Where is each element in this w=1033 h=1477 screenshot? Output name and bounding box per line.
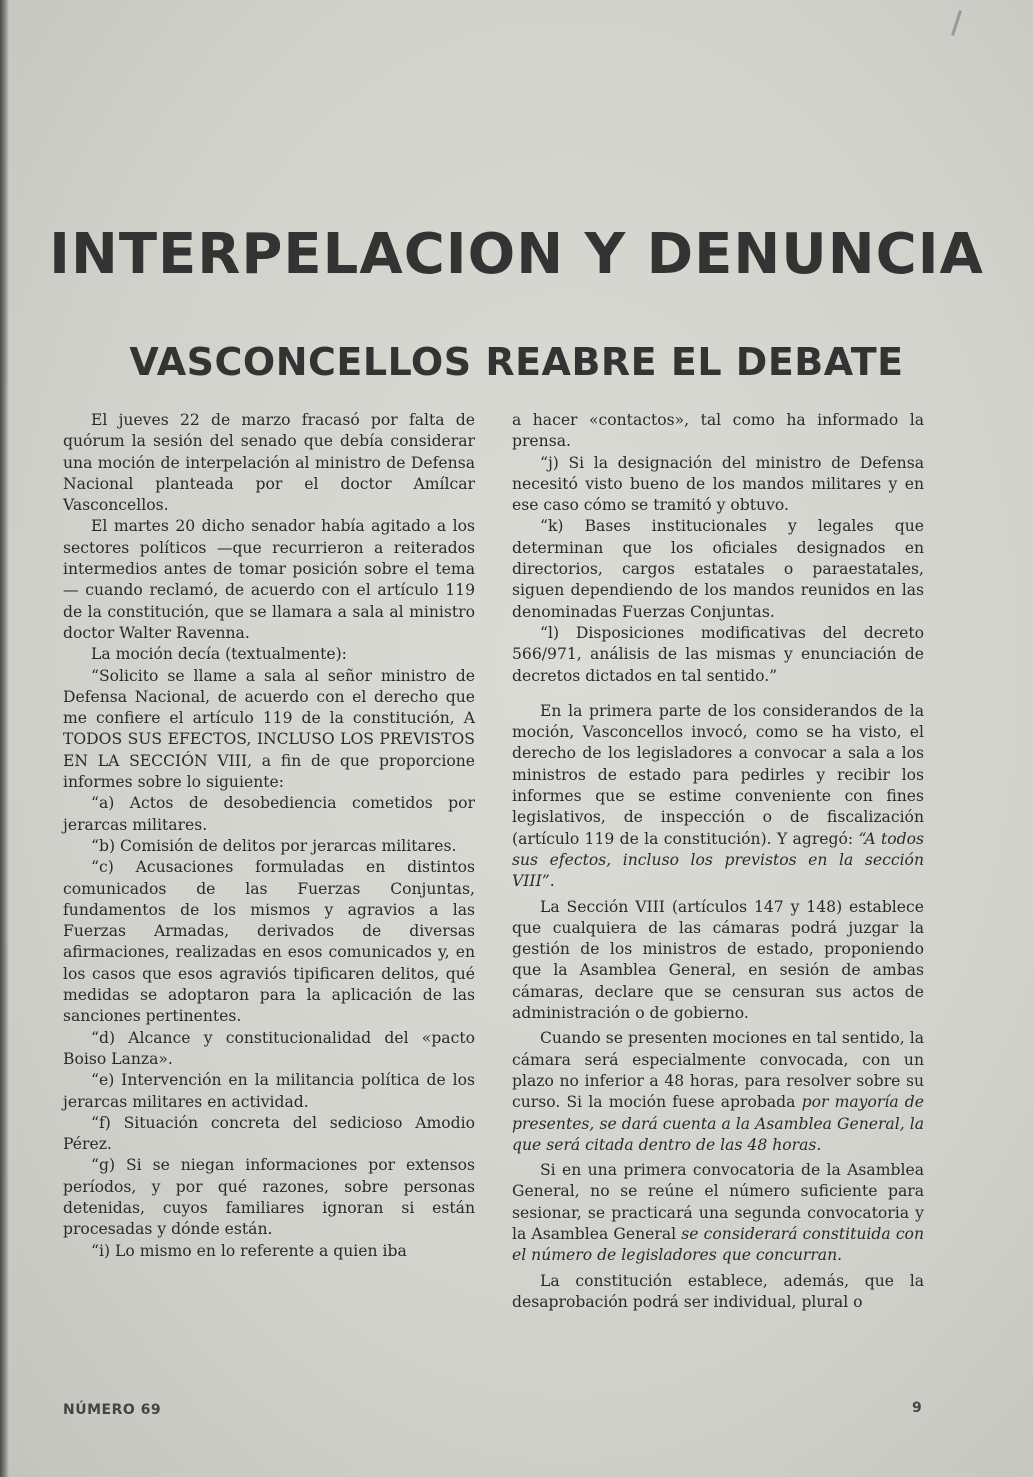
list-item: “f) Situación concreta del sedicioso Amodio Pérez. (63, 1113, 475, 1154)
list-item: “c) Acusaciones formuladas en distintos comunicados de las Fuerzas Conjuntas, fundamentos de los mismos y agravios a las Fuerzas Armadas, derivados de diversas afirmaciones, realizadas en esos comunicados y, en los casos que esos agraviós tipificaren delitos, qué medidas se adoptaron para la aplicación de las sanciones pertinentes. (63, 858, 475, 1026)
list-item: “k) Bases institucionales y legales que determinan que los oficiales designados en directorios, cargos estatales o paraestatales, siguen dependiendo de los mandos reunidos en las denominadas Fuerzas Conjuntas. (512, 517, 924, 621)
paragraph: La moción decía (textualmente): (91, 645, 347, 664)
paragraph: “Solicito se llame a sala al señor ministro de Defensa Nacional, de acuerdo con el derecho que me confiere el artículo 119 de la constitución, A TODOS SUS EFECTOS, INCLUSO LOS PREVISTOS EN LA SECCIÓN VIII, a fin de que proporcione informes sobre lo siguiente: (63, 666, 475, 792)
paragraph (512, 701, 924, 893)
list-item: “d) Alcance y constitucionalidad del «pacto Boiso Lanza». (63, 1028, 475, 1068)
list-item: “a) Actos de desobediencia cometidos por jerarcas militares. (63, 794, 475, 834)
pen-mark (951, 10, 962, 36)
list-item: “j) Si la designación del ministro de Defensa necesitó visto bueno de los mandos militares y en ese caso cómo se tramitó y obtuvo. (512, 453, 924, 515)
paragraph: La constitución establece, además, que la desaprobación podrá ser individual, plural o (512, 1271, 924, 1311)
emphasis-text: “A todos sus efectos, incluso los previstos en la sección VIII”. (512, 829, 924, 891)
left-column (63, 410, 475, 1262)
paragraph: El jueves 22 de marzo fracasó por falta de quórum la sesión del senado que debía considerar una moción de interpelación al ministro de Defensa Nacional planteada por el doctor Amílcar Vasconcellos. (63, 411, 475, 515)
article-subtitle: VASCONCELLOS REABRE EL DEBATE (129, 340, 904, 384)
page-number: 9 (912, 1400, 922, 1416)
paragraph-text: Si en una primera convocatoria de la Asamblea General, no se reúne el número suficiente para sesionar, se practicará una segunda convocatoria y la Asamblea General (512, 1161, 924, 1243)
paragraph: a hacer «contactos», tal como ha informado la prensa. (512, 411, 924, 451)
list-item: “g) Si se niegan informaciones por extensos períodos, y por qué razones, sobre personas detenidas, cuyos familiares ignoran si están procesadas y dónde están. (63, 1156, 475, 1239)
emphasis-text: por mayoría de presentes, se dará cuenta a la Asamblea General, la que será citada dentro de las 48 horas. (512, 1093, 924, 1154)
list-item: “i) Lo mismo en lo referente a quien iba (91, 1241, 407, 1260)
paragraph: La Sección VIII (artículos 147 y 148) establece que cualquiera de las cámaras podrá juzgar la gestión de los ministros de estado, proponiendo que la Asamblea General, en sesión de ambas cámaras, declare que se censuran sus actos de administración o de gobierno. (512, 897, 924, 1023)
paragraph-text: Cuando se presenten mociones en tal sentido, la cámara será especialmente convocada, con un plazo no inferior a 48 horas, para resolver sobre su curso. Si la moción fuese aprobada (512, 1029, 924, 1112)
right-column (512, 410, 924, 1313)
list-item: “b) Comisión de delitos por jerarcas militares. (91, 836, 457, 855)
paragraph: El martes 20 dicho senador había agitado a los sectores políticos —que recurrieron a reiterados intermedios antes de tomar posición sobre el tema— cuando reclamó, de acuerdo con el artículo 119 de la constitución, que se llamara a sala al ministro doctor Walter Ravenna. (63, 517, 475, 642)
list-item: “l) Disposiciones modificativas del decreto 566/971, análisis de las mismas y enunciación de decretos dictados en tal sentido.” (512, 623, 924, 685)
paragraph (512, 1028, 924, 1156)
emphasis-text: se considerará constituida con el número de legisladores que concurran. (512, 1224, 924, 1265)
article-title: INTERPELACION Y DENUNCIA (49, 222, 984, 287)
paragraph (512, 1160, 924, 1266)
paragraph-text: En la primera parte de los considerandos de la moción, Vasconcellos invocó, como se ha visto, el derecho de los legisladores a convocar a sala a los ministros de estado para pedirles y recibir los informes que se estime conveniente con fines legislativos, de inspección o de fiscalización (artículo 119 de la constitución). Y agregó: (512, 701, 924, 848)
issue-number: NÚMERO 69 (63, 1402, 162, 1418)
list-item: “e) Intervención en la militancia política de los jerarcas militares en actividad. (63, 1071, 475, 1111)
